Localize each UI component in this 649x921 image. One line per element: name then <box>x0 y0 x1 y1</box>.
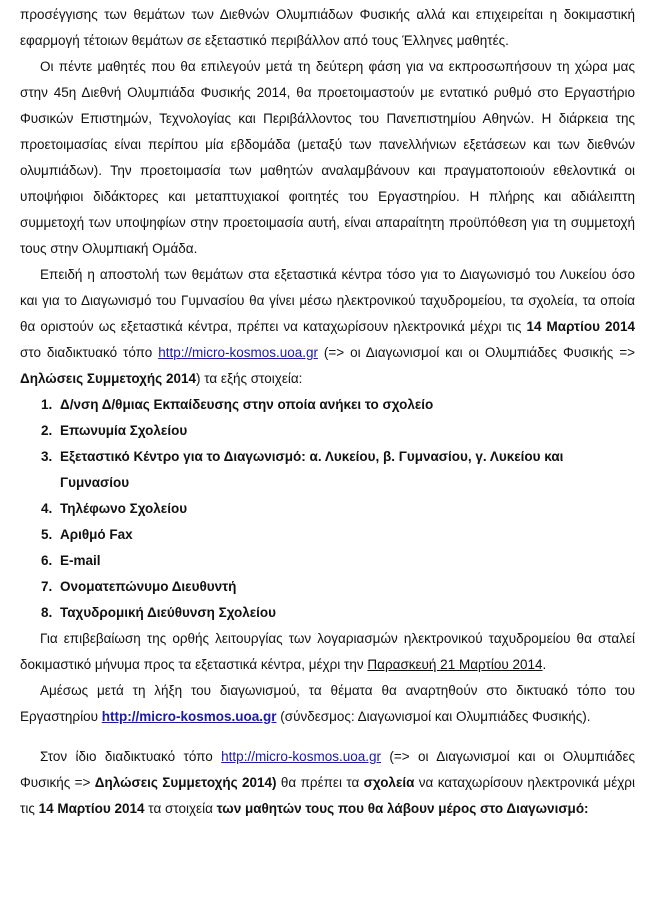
registration-section: Δηλώσεις Συμμετοχής 2014) <box>94 775 277 790</box>
paragraph-text: προσέγγισης των θεμάτων των Διεθνών Ολυμπιάδων Φυσικής αλλά και επιχειρείται η δοκιμαστική εφαρμογή τέτοιων θεμάτων σε εξεταστικό περιβάλλον από τους Έλληνες μαθητές. <box>20 7 635 48</box>
paragraph-text: Στον ίδιο διαδικτυακό τόπο <box>40 749 222 764</box>
registration-section: Δηλώσεις Συμμετοχής 2014 <box>20 371 196 386</box>
students-phrase: των μαθητών τους που θα λάβουν μέρος στο Διαγωνισμό: <box>216 801 589 816</box>
list-item: 3. Εξεταστικό Κέντρο για το Διαγωνισμό: α. Λυκείου, β. Γυμνασίου, γ. Λυκείου και Γυμνασίου <box>56 444 635 496</box>
paragraph-publication <box>20 678 635 730</box>
paragraph-student-registration <box>20 744 635 822</box>
list-item: 6. E-mail <box>56 548 635 574</box>
paragraph-text: . <box>542 657 547 672</box>
list-item: 5. Αριθμό Fax <box>56 522 635 548</box>
list-item: 2. Επωνυμία Σχολείου <box>56 418 635 444</box>
paragraph-text: (=> οι Διαγωνισμοί και οι Ολυμπιάδες Φυσικής => <box>20 749 635 790</box>
paragraph-text: Για επιβεβαίωση της ορθής λειτουργίας των λογαριασμών ηλεκτρονικού ταχυδρομείου θα σταλεί δοκιμαστικό μήνυμα προς τα εξεταστικά κέντρα, μέχρι την <box>20 631 635 672</box>
paragraph-text: να καταχωρίσουν ηλεκτρονικά μέχρι τις <box>20 775 635 816</box>
list-item: 1. Δ/νση Δ/θμιας Εκπαίδευσης στην οποία ανήκει το σχολείο <box>56 392 635 418</box>
list-item: 8. Ταχυδρομική Διεύθυνση Σχολείου <box>56 600 635 626</box>
paragraph-text: (=> οι Διαγωνισμοί και οι Ολυμπιάδες Φυσικής => <box>318 345 635 360</box>
paragraph-text: στο διαδικτυακό τόπο <box>20 345 159 360</box>
paragraph-text: Οι πέντε μαθητές που θα επιλεγούν μετά τη δεύτερη φάση για να εκπροσωπήσουν τη χώρα μας στην 45η Διεθνή Ολυμπιάδα Φυσικής 2014, θα προετοιμαστούν με εντατικό ρυθμό στο Εργαστήριο Φυσικών Επιστημών, Τεχνολογίας και Περιβάλλοντος του Πανεπιστημίου Αθηνών. Η διάρκεια της προετοιμασίας είναι περίπου μία εβδομάδα (μεταξύ των πανελλήνιων εξετάσεων και των διεθνών ολυμπιάδων). Την προετοιμασία των μαθητών αναλαμβάνουν και πραγματοποιούν εθελοντικά οι υποψήφιοι διδάκτορες και μεταπτυχιακοί φοιτητές του Εργαστηρίου. Η πλήρης και αδιάλειπτη συμμετοχή των υποψηφίων στην προετοιμασία αυτή, είναι απαραίτητη προϋπόθεση για τη συμμετοχή τους στην Ολυμπιακή Ομάδα. <box>20 59 635 256</box>
paragraph-gap <box>20 730 635 744</box>
paragraph-team-preparation <box>20 54 635 262</box>
test-email-date: Παρασκευή 21 Μαρτίου 2014 <box>367 657 543 672</box>
micro-kosmos-link[interactable]: http://micro-kosmos.uoa.gr <box>221 749 381 764</box>
paragraph-text: ) τα εξής στοιχεία: <box>195 371 303 386</box>
paragraph-text: θα πρέπει τα <box>276 775 364 790</box>
paragraph-test-email <box>20 626 635 678</box>
list-item: 7. Ονοματεπώνυμο Διευθυντή <box>56 574 635 600</box>
paragraph-intro-continuation <box>20 2 635 54</box>
deadline-date: 14 Μαρτίου 2014 <box>38 801 145 816</box>
micro-kosmos-link[interactable]: http://micro-kosmos.uoa.gr <box>158 345 319 360</box>
schools-word: σχολεία <box>363 775 415 790</box>
paragraph-text: τα στοιχεία <box>144 801 217 816</box>
micro-kosmos-link[interactable]: http://micro-kosmos.uoa.gr <box>101 709 277 724</box>
paragraph-text: (σύνδεσμος: Διαγωνισμοί και Ολυμπιάδες Φυσικής). <box>276 709 591 724</box>
required-info-list <box>20 392 635 626</box>
paragraph-text: Αμέσως μετά τη λήξη του διαγωνισμού, τα θέματα θα αναρτηθούν στο δικτυακό τόπο του Εργαστηρίου <box>20 683 635 724</box>
paragraph-text: Επειδή η αποστολή των θεμάτων στα εξεταστικά κέντρα τόσο για το Διαγωνισμό του Λυκείου όσο και για το Διαγωνισμό του Γυμνασίου θα γίνει μέσω ηλεκτρονικού ταχυδρομείου, τα σχολεία, τα οποία θα οριστούν ως εξεταστικά κέντρα, πρέπει να καταχωρίσουν ηλεκτρονικά μέχρι τις <box>20 267 635 334</box>
deadline-date: 14 Μαρτίου 2014 <box>526 319 635 334</box>
paragraph-exam-centers <box>20 262 635 392</box>
list-item: 4. Τηλέφωνο Σχολείου <box>56 496 635 522</box>
